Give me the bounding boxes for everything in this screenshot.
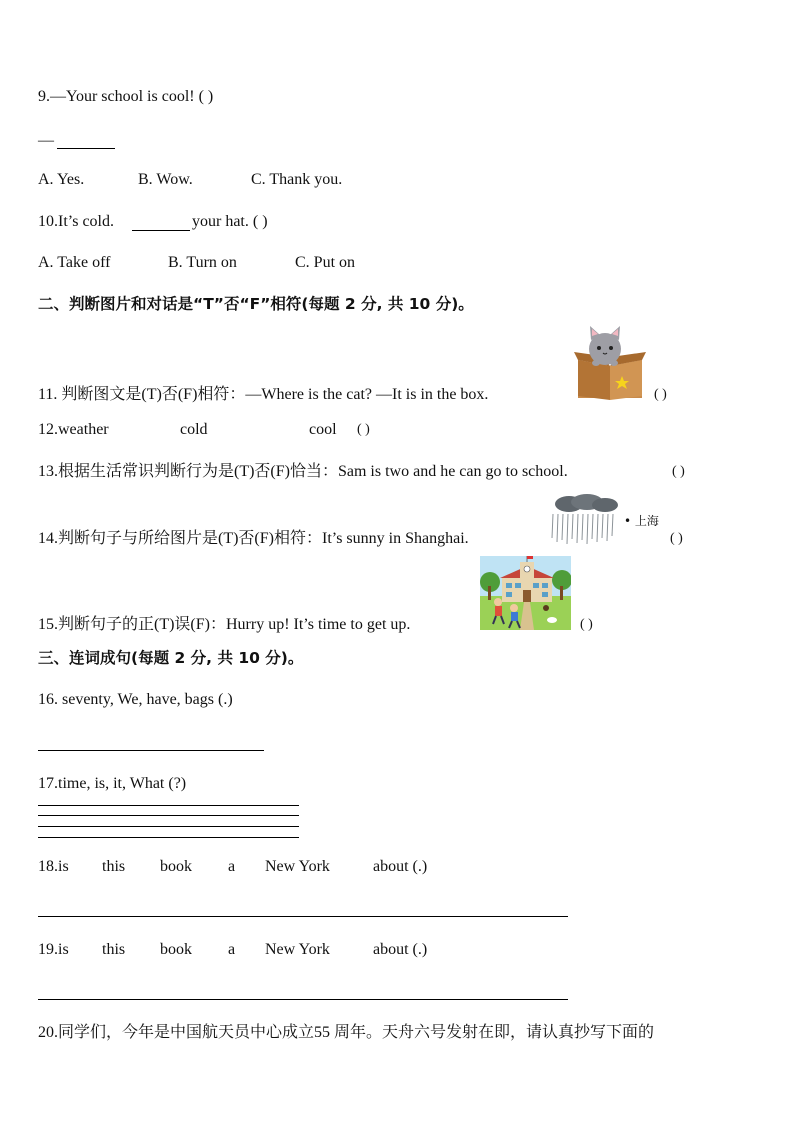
q19-word-6: about (.) <box>373 941 428 958</box>
q15-text: 15.判断句子的正(T)误(F)：Hurry up! It’s time to get up. <box>38 616 411 633</box>
section3-title: 三、连词成句(每题 2 分, 共 10 分)。 <box>38 649 304 667</box>
q9-option-a: A. Yes. <box>38 171 85 188</box>
rain-cloud-picture <box>549 494 621 546</box>
q19-word-2: this <box>102 941 126 958</box>
q10-option-a: A. Take off <box>38 254 111 271</box>
q12-word-3: cool <box>309 421 337 438</box>
q19-answer-line[interactable] <box>38 999 568 1000</box>
q17-answer-line-2[interactable] <box>38 815 299 816</box>
q16-text: 16. seventy, We, have, bags (.) <box>38 691 233 708</box>
q18-word-2: this <box>102 858 126 875</box>
q17-text: 17.time, is, it, What (?) <box>38 775 187 792</box>
q19-word-4: a <box>228 941 236 958</box>
q17-answer-line-1[interactable] <box>38 805 299 806</box>
q10-option-b: B. Turn on <box>168 254 237 271</box>
q9-answer-blank[interactable] <box>57 148 115 149</box>
q12-word-1: 12.weather <box>38 421 109 438</box>
q17-answer-line-3[interactable] <box>38 826 299 827</box>
q10-stem-start: 10.It’s cold. <box>38 213 114 230</box>
q12-answer-paren[interactable]: ( ) <box>357 422 370 437</box>
q11-text: 11. 判断图文是(T)否(F)相符：—Where is the cat? —It is in the box. <box>38 386 489 403</box>
q15-answer-paren[interactable]: ( ) <box>580 617 593 632</box>
q13-answer-paren[interactable]: ( ) <box>672 464 685 479</box>
q17-answer-line-4[interactable] <box>38 837 299 838</box>
q11-answer-paren[interactable]: ( ) <box>654 387 667 402</box>
q9-reply: — <box>38 132 54 149</box>
q19-word-1: 19.is <box>38 941 69 958</box>
section2-title: 二、判断图片和对话是“T”否“F”相符(每题 2 分, 共 10 分)。 <box>38 295 474 313</box>
q10-stem-end: your hat. ( ) <box>192 213 268 230</box>
q18-answer-line[interactable] <box>38 916 568 917</box>
q18-word-4: a <box>228 858 236 875</box>
q14-text: 14.判断句子与所给图片是(T)否(F)相符：It’s sunny in Shanghai. <box>38 530 469 547</box>
q14-city-label: • 上海 <box>624 514 659 528</box>
q20-text: 20.同学们，今年是中国航天员中心成立55 周年。天舟六号发射在即，请认真抄写下面的 <box>38 1024 655 1041</box>
q9-option-c: C. Thank you. <box>251 171 343 188</box>
cat-in-box-picture <box>572 326 646 400</box>
school-kids-picture <box>480 556 571 630</box>
q18-word-3: book <box>160 858 192 875</box>
q9-stem: 9.—Your school is cool! ( ) <box>38 88 214 105</box>
q19-word-3: book <box>160 941 192 958</box>
q18-word-6: about (.) <box>373 858 428 875</box>
q19-word-5: New York <box>265 941 330 958</box>
q10-option-c: C. Put on <box>295 254 356 271</box>
q16-answer-line[interactable] <box>38 750 264 751</box>
q14-answer-paren[interactable]: ( ) <box>670 531 683 546</box>
q18-word-1: 18.is <box>38 858 69 875</box>
q9-option-b: B. Wow. <box>138 171 193 188</box>
q18-word-5: New York <box>265 858 330 875</box>
q13-text: 13.根据生活常识判断行为是(T)否(F)恰当：Sam is two and he can go to school. <box>38 463 568 480</box>
q12-word-2: cold <box>180 421 208 438</box>
q10-answer-blank[interactable] <box>132 230 190 231</box>
